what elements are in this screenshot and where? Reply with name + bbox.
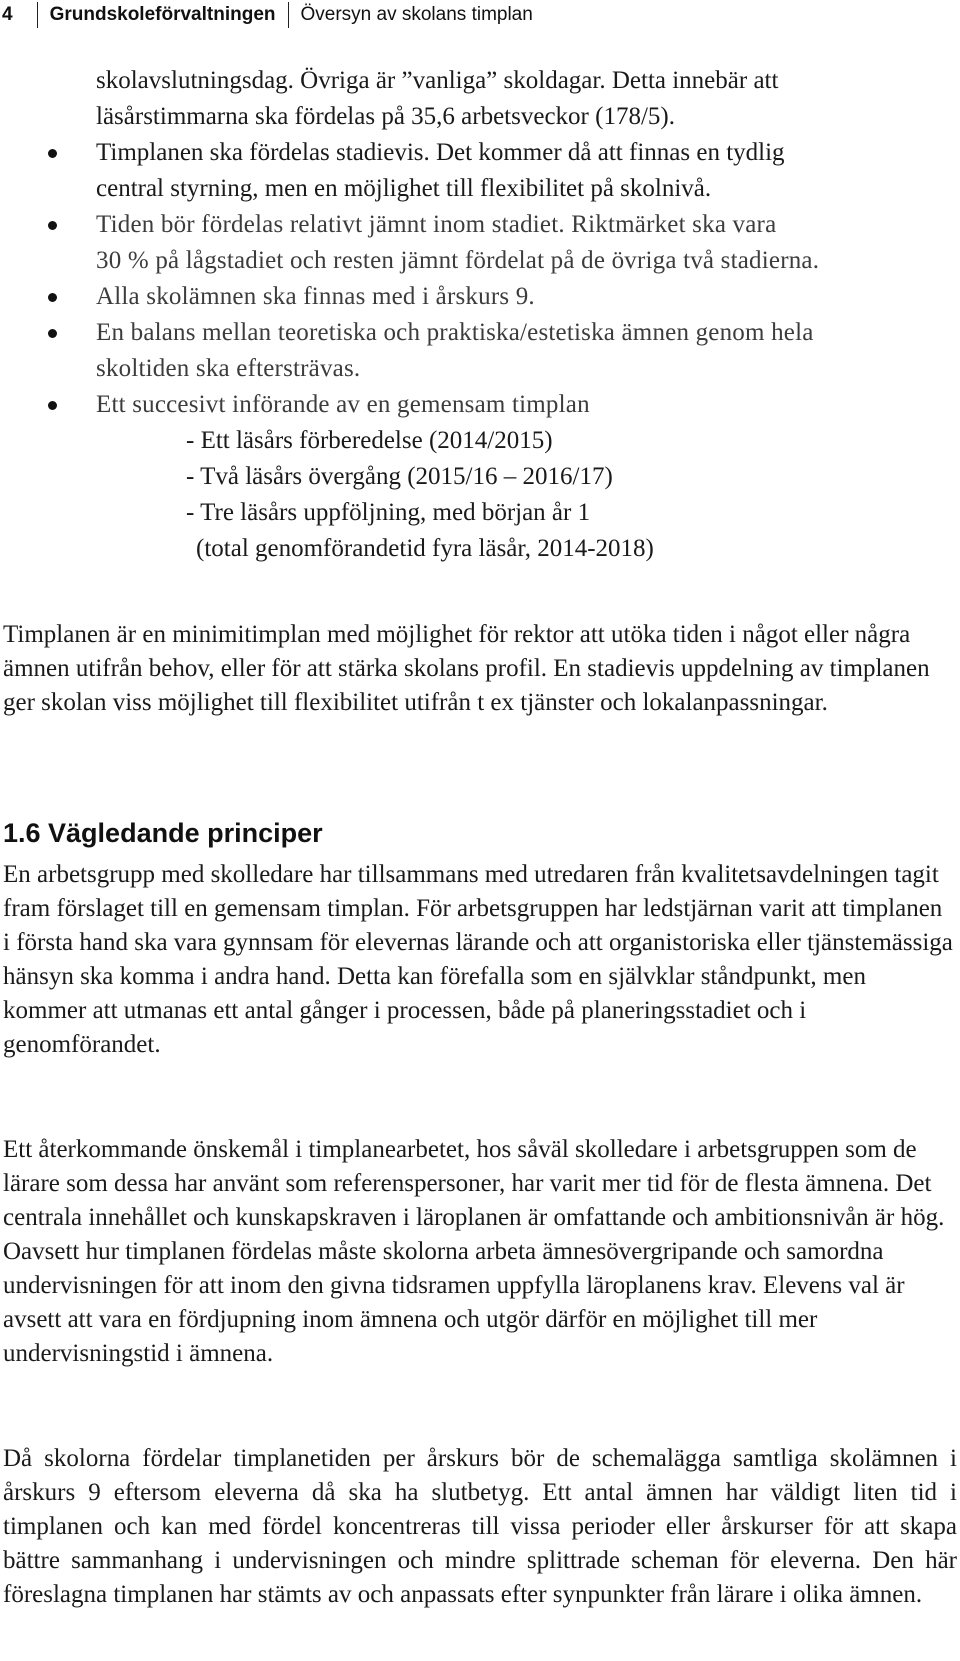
text-line: 30 % på lågstadiet och resten jämnt fördelat på de övriga två stadierna. bbox=[96, 247, 820, 274]
paragraph-intro: Timplanen är en minimitimplan med möjlighet för rektor att utöka tiden i något eller några ämnen utifrån behov, eller för att stärka skolans profil. En stadievis uppdelning av timplanen ger skolan viss möjlighet till flexibilitet utifrån t ex tjänster och lokalanpassningar. bbox=[3, 621, 930, 716]
section-heading: 1.6 Vägledande principer bbox=[3, 818, 323, 848]
bullet-icon bbox=[48, 149, 57, 158]
paragraph: En arbetsgrupp med skolledare har tillsammans med utredaren från kvalitetsavdelningen tagit fram förslaget till en gemensam timplan. För arbetsgruppen har ledstjärnan varit att timplanen i första hand ska vara gynnsam för elevernas lärande och att organistoriska eller tjänstemässiga hänsyn ska komma i andra hand. Detta kan förefalla som en självklar ståndpunkt, men kommer att utmanas ett antal gånger i processen, både på planeringsstadiet och i genomförandet. bbox=[3, 861, 953, 1058]
header-divider bbox=[37, 2, 38, 28]
header-organization: Grundskoleförvaltningen bbox=[49, 4, 276, 25]
text-line: skoltiden ska eftersträvas. bbox=[96, 355, 361, 382]
sub-item: (total genomförandetid fyra läsår, 2014-2018) bbox=[196, 535, 654, 562]
text-line: Alla skolämnen ska finnas med i årskurs 9. bbox=[96, 283, 535, 310]
text-line: Timplanen ska fördelas stadievis. Det kommer då att finnas en tydlig bbox=[96, 139, 785, 166]
bullet-icon bbox=[48, 221, 57, 230]
paragraph: Då skolorna fördelar timplanetiden per årskurs bör de schemalägga samtliga skolämnen i årskurs 9 eftersom eleverna då ska ha slutbetyg. Ett antal ämnen har väldigt liten tid i timplanen och kan med fördel koncentreras till vissa perioder eller årskurser för att skapa bättre sammanhang i undervisningen och mindre splittrade scheman för eleverna. Den här föreslagna timplanen har stämts av och anpassats efter synpunkter från lärare i olika ämnen. bbox=[3, 1445, 957, 1608]
sub-item: - Ett läsårs förberedelse (2014/2015) bbox=[186, 427, 553, 454]
bullet-item bbox=[96, 207, 960, 279]
page-number: 4 bbox=[2, 4, 13, 25]
paragraph: Ett återkommande önskemål i timplanearbetet, hos såväl skolledare i arbetsgruppen som de lärare som dessa har använt som referenspersoner, har varit mer tid för de flesta ämnena. Det centrala innehållet och kunskapskraven i läroplanen är omfattande och ambitionsnivån är hög. Oavsett hur timplanen fördelas måste skolorna arbeta ämnesövergripande och samordna undervisningen för att inom den givna tidsramen uppfylla läroplanens krav. Elevens val är avsett att vara en fördjupning inom ämnena och utgör därför en möjlighet till mer undervisningstid i ämnena. bbox=[3, 1136, 945, 1367]
bullet-item bbox=[96, 387, 960, 423]
text-line: Tiden bör fördelas relativt jämnt inom stadiet. Riktmärket ska vara bbox=[96, 211, 777, 238]
bullet-icon bbox=[48, 401, 57, 410]
bullet-icon bbox=[48, 293, 57, 302]
header-divider bbox=[288, 2, 289, 28]
running-header bbox=[2, 0, 533, 30]
text-line: central styrning, men en möjlighet till flexibilitet på skolnivå. bbox=[96, 175, 712, 202]
text-line: En balans mellan teoretiska och praktiska/estetiska ämnen genom hela bbox=[96, 319, 814, 346]
bullet-item bbox=[96, 279, 960, 315]
bullet-continuation bbox=[96, 63, 960, 135]
sub-item: - Två läsårs övergång (2015/16 – 2016/17) bbox=[186, 463, 613, 490]
text-line: skolavslutningsdag. Övriga är ”vanliga” skoldagar. Detta innebär att bbox=[96, 67, 779, 94]
sub-item: - Tre läsårs uppföljning, med början år 1 bbox=[186, 499, 591, 526]
text-line: Ett succesivt införande av en gemensam timplan bbox=[96, 391, 590, 418]
header-document-title: Översyn av skolans timplan bbox=[300, 4, 533, 25]
bullet-icon bbox=[48, 329, 57, 338]
bullet-list bbox=[0, 63, 960, 567]
bullet-item bbox=[96, 315, 960, 387]
text-line: läsårstimmarna ska fördelas på 35,6 arbetsveckor (178/5). bbox=[96, 103, 675, 130]
bullet-item bbox=[96, 135, 960, 207]
